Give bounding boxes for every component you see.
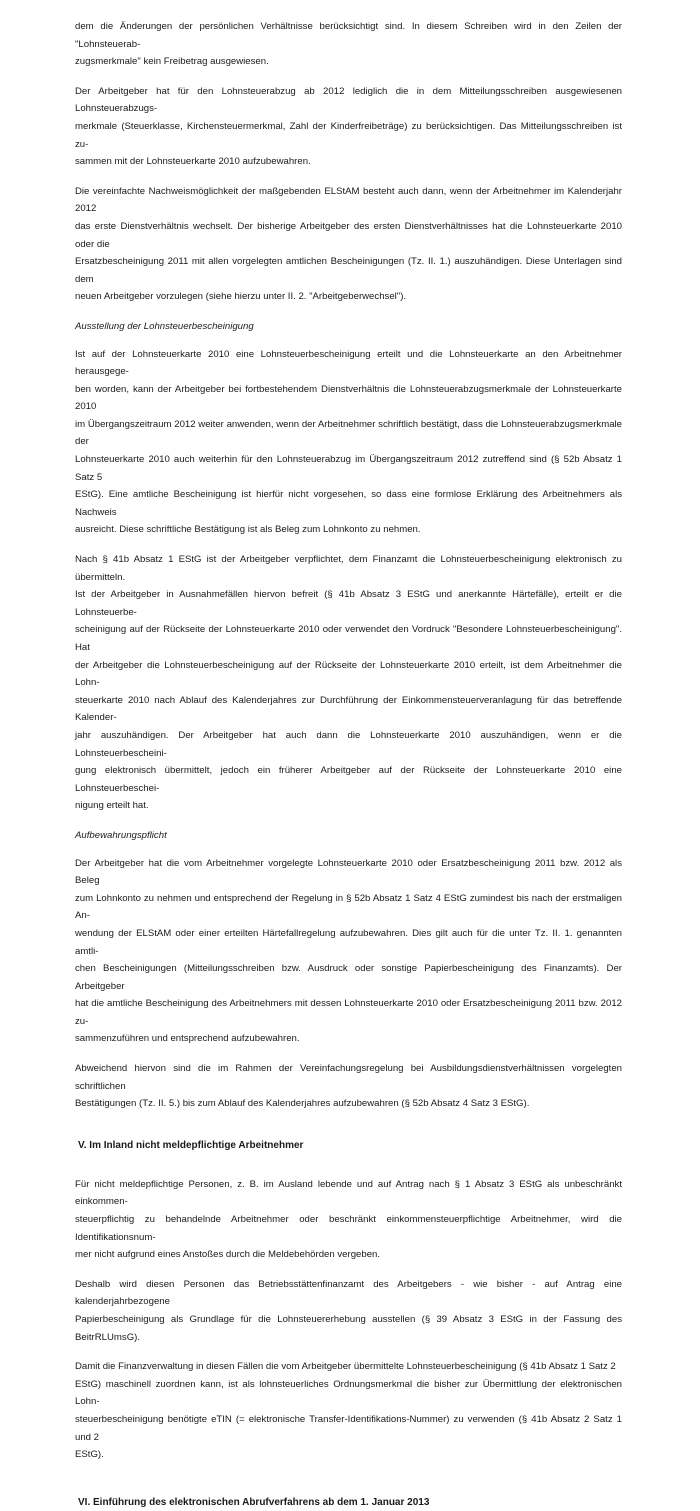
paragraph: Der Arbeitgeber hat die vom Arbeitnehmer vorgelegte Lohnsteuerkarte 2010 oder Ersatzbescheinigung 2011 bzw. 2012 als Beleg zum Lohnkonto zu nehmen und entsprechend der Regelung in § 52b Absatz 1 Satz 4 EStG zumindest bis nach der erstmaligen An- wendung der ELStAM oder einer erteilten Härtefallregelung aufzubewahren. Dies gilt auch für die unter Tz. II. 1. genannten amtli- chen Bescheinigungen (Mitteilungsschreiben bzw. Ausdruck oder sonstige Papierbescheinigung des Finanzamts). Der Arbeitgeber hat die amtliche Bescheinigung des Arbeitnehmers mit dessen Lohnsteuerkarte 2010 oder Ersatzbescheinigung 2011 bzw. 2012 zu- sammenzuführen und entsprechend aufzubewahren. [75,857,622,1045]
paragraph: Abweichend hiervon sind die im Rahmen der Vereinfachungsregelung bei Ausbildungsdienstverhältnissen vorgelegten schriftlichen Bestätigungen (Tz. II. 5.) bis zum Ablauf des Kalenderjahres aufzubewahren (§ 52b Absatz 4 Satz 3 EStG). [75,1063,622,1110]
paragraph: dem die Änderungen der persönlichen Verhältnisse berücksichtigt sind. In diesem Schreiben wird in den Zeilen der "Lohnsteuerab- zugsmerkmale" kein Freibetrag ausgewiesen. [75,21,622,68]
section-heading-v: V. Im Inland nicht meldepflichtige Arbeitnehmer [78,1139,304,1151]
paragraph: Damit die Finanzverwaltung in diesen Fällen die vom Arbeitgeber übermittelte Lohnsteuerbescheinigung (§ 41b Absatz 1 Satz 2 EStG) maschinell zuordnen kann, ist als lohnsteuerliches Ordnungsmerkmal die bisher zur Übermittlung der elektronischen Lohn- steuerbescheinigung benötigte eTIN (= elektronische Transfer-Identifikations-Nummer) zu verwenden (§ 41b Absatz 2 Satz 1 und 2 EStG). [75,1361,622,1461]
paragraph: Die vereinfachte Nachweismöglichkeit der maßgebenden ELStAM besteht auch dann, wenn der Arbeitnehmer im Kalenderjahr 2012 das erste Dienstverhältnis wechselt. Der bisherige Arbeitgeber des ersten Dienstverhältnisses hat die Lohnsteuerkarte 2010 oder die Ersatzbescheinigung 2011 mit allen vorgelegten amtlichen Bescheinigungen (Tz. II. 1.) auszuhändigen. Diese Unterlagen sind dem neuen Arbeitgeber vorzulegen (siehe hierzu unter II. 2. "Arbeitgeberwechsel"). [75,185,622,303]
subheading-aufbewahrungspflicht: Aufbewahrungspflicht [75,829,167,841]
paragraph: Nach § 41b Absatz 1 EStG ist der Arbeitgeber verpflichtet, dem Finanzamt die Lohnsteuerbescheinigung elektronisch zu übermitteln. Ist der Arbeitgeber in Ausnahmefällen hiervon befreit (§ 41b Absatz 3 EStG und anerkannte Härtefälle), erteilt er die Lohnsteuerbe- scheinigung auf der Rückseite der Lohnsteuerkarte 2010 oder verwendet den Vordruck "Besondere Lohnsteuerbescheinigung". Hat der Arbeitgeber die Lohnsteuerbescheinigung auf der Rückseite der Lohnsteuerkarte 2010 erteilt, ist dem Arbeitnehmer die Lohn- steuerkarte 2010 nach Ablauf des Kalenderjahres zur Durchführung der Einkommensteuerveranlagung für das betreffende Kalender- jahr auszuhändigen. Der Arbeitgeber hat auch dann die Lohnsteuerkarte 2010 auszuhändigen, wenn er die Lohnsteuerbescheini- gung elektronisch übermittelt, jedoch ein früherer Arbeitgeber auf der Rückseite der Lohnsteuerkarte 2010 eine Lohnsteuerbeschei- nigung erteilt hat. [75,554,622,812]
paragraph: Der Arbeitgeber hat für den Lohnsteuerabzug ab 2012 lediglich die in dem Mitteilungsschreiben ausgewiesenen Lohnsteuerabzugs- merkmale (Steuerklasse, Kirchensteuermerkmal, Zahl der Kinderfreibeträge) zu berücksichtigen. Das Mitteilungsschreiben ist zu- sammen mit der Lohnsteuerkarte 2010 aufzubewahren. [75,85,622,168]
paragraph: Für nicht meldepflichtige Personen, z. B. im Ausland lebende und auf Antrag nach § 1 Absatz 3 EStG als unbeschränkt einkommen- steuerpflichtig zu behandelnde Arbeitnehmer oder beschränkt einkommensteuerpflichtige Arbeitnehmer, wird die Identifikationsnum- mer nicht aufgrund eines Anstoßes durch die Meldebehörden vergeben. [75,1178,622,1261]
paragraph: Deshalb wird diesen Personen das Betriebsstättenfinanzamt des Arbeitgebers - wie bisher - auf Antrag eine kalenderjahrbezogene Papierbescheinigung als Grundlage für die Lohnsteuererhebung ausstellen (§ 39 Absatz 3 EStG in der Fassung des BeitrRLUmsG). [75,1278,622,1343]
paragraph: Ist auf der Lohnsteuerkarte 2010 eine Lohnsteuerbescheinigung erteilt und die Lohnsteuerkarte an den Arbeitnehmer herausgege- ben worden, kann der Arbeitgeber bei fortbestehendem Dienstverhältnis die Lohnsteuerabzugsmerkmale der Lohnsteuerkarte 2010 im Übergangszeitraum 2012 weiter anwenden, wenn der Arbeitnehmer schriftlich bestätigt, dass die Lohnsteuerabzugsmerkmale der Lohnsteuerkarte 2010 auch weiterhin für den Lohnsteuerabzug im Übergangszeitraum 2012 zutreffend sind (§ 52b Absatz 1 Satz 5 EStG). Eine amtliche Bescheinigung ist hierfür nicht vorgesehen, so dass eine formlose Erklärung des Arbeitnehmers als Nachweis ausreicht. Diese schriftliche Bestätigung ist als Beleg zum Lohnkonto zu nehmen. [75,348,622,536]
section-heading-vi: VI. Einführung des elektronischen Abrufverfahrens ab dem 1. Januar 2013 [78,1496,430,1508]
subheading-ausstellung: Ausstellung der Lohnsteuerbescheinigung [75,320,254,332]
